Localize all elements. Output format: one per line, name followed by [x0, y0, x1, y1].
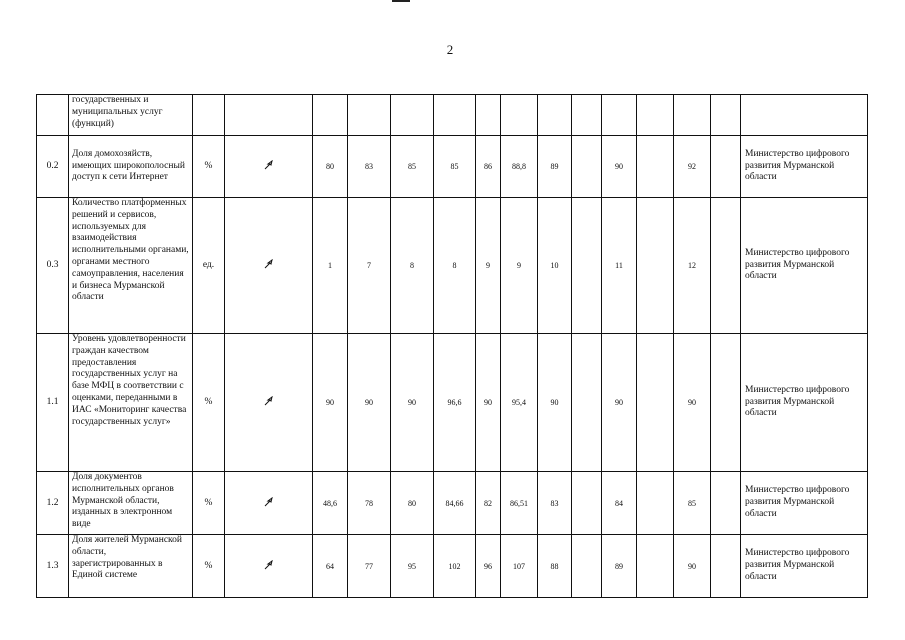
value-cell — [637, 334, 674, 472]
trend-cell — [225, 334, 313, 472]
row-number-cell: 1.3 — [37, 535, 69, 598]
responsible-cell: Министерство цифрового развития Мурманской области — [741, 472, 868, 535]
arrow-up-right-icon — [264, 560, 274, 570]
trend-cell — [225, 198, 313, 334]
value-cell: 107 — [501, 535, 538, 598]
row-number-cell: 1.1 — [37, 334, 69, 472]
row-number-cell: 0.3 — [37, 198, 69, 334]
value-cell: 83 — [348, 136, 391, 198]
value-cell — [637, 198, 674, 334]
value-cell: 95,4 — [501, 334, 538, 472]
indicator-name-cell: Доля жителей Мурманской области, зарегистрированных в Единой системе — [69, 535, 193, 598]
value-cell: 80 — [313, 136, 348, 198]
value-cell: 90 — [313, 334, 348, 472]
row-number-cell: 1.2 — [37, 472, 69, 535]
value-cell: 9 — [476, 198, 501, 334]
trend-cell — [225, 535, 313, 598]
responsible-cell: Министерство цифрового развития Мурманской области — [741, 136, 868, 198]
table-row — [37, 472, 868, 535]
value-cell: 8 — [434, 198, 476, 334]
value-cell: 10 — [538, 198, 572, 334]
value-cell — [572, 472, 602, 535]
page-number: 2 — [446, 42, 454, 57]
top-margin-mark — [392, 0, 410, 2]
table-row — [37, 198, 868, 334]
row-number-cell: 0.2 — [37, 136, 69, 198]
value-cell — [637, 136, 674, 198]
unit-cell: % — [193, 535, 225, 598]
value-cell: 90 — [391, 334, 434, 472]
cell-num — [37, 95, 69, 136]
value-cell: 86 — [476, 136, 501, 198]
value-cell — [711, 535, 741, 598]
value-cell: 90 — [674, 334, 711, 472]
value-cell — [572, 535, 602, 598]
value-cell: 77 — [348, 535, 391, 598]
value-cell: 78 — [348, 472, 391, 535]
value-cell: 89 — [602, 535, 637, 598]
value-cell — [637, 535, 674, 598]
indicator-name-cell: Уровень удовлетворенности граждан качеством предоставления государственных услуг на базе МФЦ в соответствии с оценками, переданными в ИАС «Мониторинг качества государственных услуг» — [69, 334, 193, 472]
value-cell: 90 — [538, 334, 572, 472]
table-row — [37, 136, 868, 198]
value-cell: 90 — [674, 535, 711, 598]
value-cell: 89 — [538, 136, 572, 198]
arrow-up-right-icon — [264, 396, 274, 406]
value-cell: 48,6 — [313, 472, 348, 535]
indicator-name-cell: государственных и муниципальных услуг (функций) — [69, 95, 193, 136]
value-cell: 64 — [313, 535, 348, 598]
arrow-up-right-icon — [264, 497, 274, 507]
unit-cell: % — [193, 472, 225, 535]
value-cell: 88,8 — [501, 136, 538, 198]
value-cell — [637, 472, 674, 535]
unit-cell: ед. — [193, 198, 225, 334]
value-cell: 95 — [391, 535, 434, 598]
value-cell: 102 — [434, 535, 476, 598]
responsible-cell: Министерство цифрового развития Мурманской области — [741, 198, 868, 334]
unit-cell: % — [193, 136, 225, 198]
value-cell — [711, 136, 741, 198]
value-cell: 92 — [674, 136, 711, 198]
value-cell: 12 — [674, 198, 711, 334]
responsible-cell: Министерство цифрового развития Мурманской области — [741, 334, 868, 472]
value-cell: 1 — [313, 198, 348, 334]
value-cell: 84 — [602, 472, 637, 535]
table-row — [37, 535, 868, 598]
table-row — [37, 334, 868, 472]
value-cell: 96,6 — [434, 334, 476, 472]
value-cell: 90 — [476, 334, 501, 472]
indicators-table — [36, 94, 868, 598]
value-cell: 85 — [674, 472, 711, 535]
value-cell — [711, 472, 741, 535]
value-cell: 84,66 — [434, 472, 476, 535]
value-cell: 83 — [538, 472, 572, 535]
value-cell — [572, 334, 602, 472]
value-cell — [711, 198, 741, 334]
trend-cell — [225, 472, 313, 535]
indicator-name-cell: Доля документов исполнительных органов Мурманской области, изданных в электронном виде — [69, 472, 193, 535]
arrow-up-right-icon — [264, 259, 274, 269]
value-cell: 88 — [538, 535, 572, 598]
indicator-name-cell: Доля домохозяйств, имеющих широкополосный доступ к сети Интернет — [69, 136, 193, 198]
value-cell: 90 — [602, 136, 637, 198]
value-cell: 85 — [391, 136, 434, 198]
value-cell: 9 — [501, 198, 538, 334]
indicator-name-cell: Количество платформенных решений и сервисов, используемых для взаимодействия исполнительными органами, органами местного самоуправления, населения и бизнеса Мурманской области — [69, 198, 193, 334]
value-cell — [572, 136, 602, 198]
value-cell: 90 — [348, 334, 391, 472]
value-cell: 80 — [391, 472, 434, 535]
trend-cell — [225, 136, 313, 198]
unit-cell: % — [193, 334, 225, 472]
value-cell: 82 — [476, 472, 501, 535]
value-cell: 7 — [348, 198, 391, 334]
value-cell: 90 — [602, 334, 637, 472]
value-cell: 8 — [391, 198, 434, 334]
value-cell: 85 — [434, 136, 476, 198]
arrow-up-right-icon — [264, 160, 274, 170]
value-cell: 86,51 — [501, 472, 538, 535]
responsible-cell: Министерство цифрового развития Мурманской области — [741, 535, 868, 598]
value-cell — [711, 334, 741, 472]
value-cell: 11 — [602, 198, 637, 334]
value-cell: 96 — [476, 535, 501, 598]
table-row-continuation — [37, 95, 868, 136]
value-cell — [572, 198, 602, 334]
